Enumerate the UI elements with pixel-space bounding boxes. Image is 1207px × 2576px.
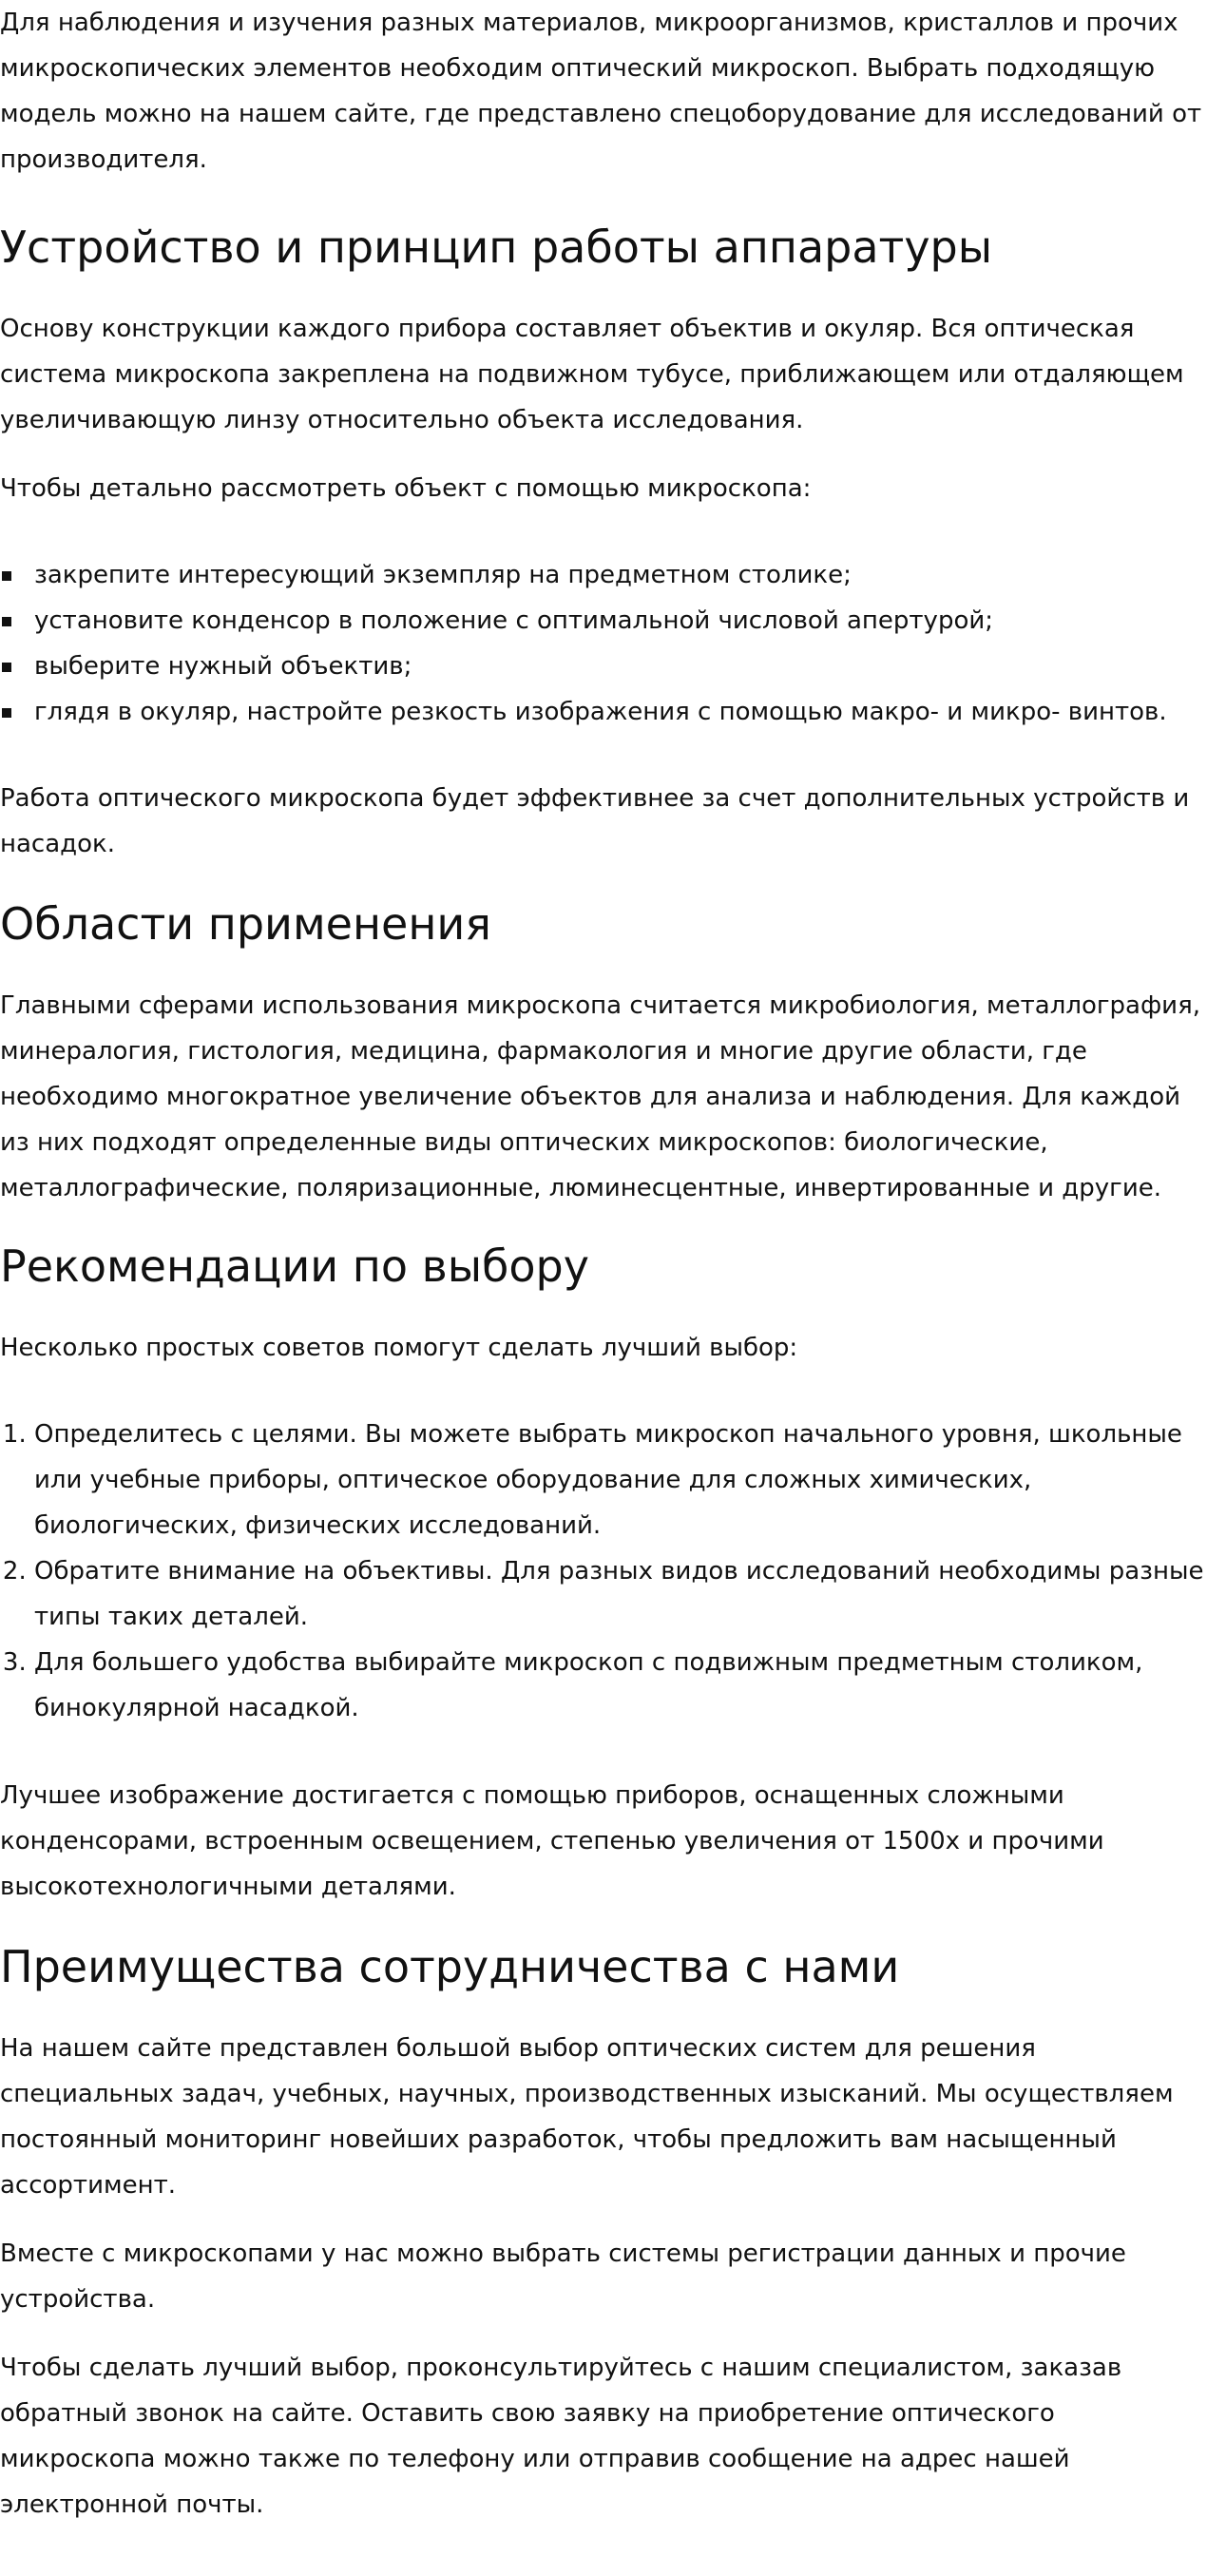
heading-recommendations: Рекомендации по выбору	[0, 1240, 589, 1292]
list-item: установите конденсор в положение с оптимальной числовой апертурой;	[34, 598, 1207, 644]
heading-advantages: Преимущества сотрудничества с нами	[0, 1941, 900, 1992]
device-paragraph-2: Чтобы детально рассмотреть объект с помощью микроскопа:	[0, 474, 812, 503]
list-item: глядя в окуляр, настройте резкость изображения с помощью макро- и микро- винтов.	[34, 689, 1207, 735]
list-item: закрепите интересующий экземпляр на предметном столике;	[34, 552, 1207, 598]
advantages-paragraph-2: Вместе с микроскопами у нас можно выбрать системы регистрации данных и прочие устройства.	[0, 2240, 1126, 2314]
list-item: 2. Обратите внимание на объективы. Для разных видов исследований необходимы разные типы таких деталей.	[34, 1548, 1207, 1640]
intro-paragraph: Для наблюдения и изучения разных материалов, микроорганизмов, кристаллов и прочих микроскопических элементов необходим оптический микроскоп. Выбрать подходящую модель можно на нашем сайте, где представлено спецоборудование для исследований от производителя.	[0, 9, 1202, 174]
areas-paragraph: Главными сферами использования микроскопа считается микробиология, металлография, минералогия, гистология, медицина, фармакология и многие другие области, где необходимо многократное увеличение объектов для анализа и наблюдения. Для каждой из них подходят определенные виды оптических микроскопов: биологические, металлографические, поляризационные, люминесцентные, инвертированные и другие.	[0, 991, 1200, 1202]
tips-list	[0, 1412, 1207, 1731]
recommendations-paragraph-1: Несколько простых советов помогут сделать лучший выбор:	[0, 1334, 798, 1362]
advantages-paragraph-1: На нашем сайте представлен большой выбор оптических систем для решения специальных задач, учебных, научных, производственных изысканий. Мы осуществляем постоянный мониторинг новейших разработок, чтобы предложить вам насыщенный ассортимент.	[0, 2034, 1174, 2200]
advantages-paragraph-3: Чтобы сделать лучший выбор, проконсультируйтесь с нашим специалистом, заказав обратный звонок на сайте. Оставить свою заявку на приобретение оптического микроскопа можно также по телефону или отправив сообщение на адрес нашей электронной почты.	[0, 2354, 1122, 2519]
heading-device: Устройство и принцип работы аппаратуры	[0, 221, 993, 273]
recommendations-paragraph-2: Лучшее изображение достигается с помощью приборов, оснащенных сложными конденсорами, встроенным освещением, степенью увеличения от 1500х и прочими высокотехнологичными деталями.	[0, 1781, 1104, 1901]
list-item: 1. Определитесь с целями. Вы можете выбрать микроскоп начального уровня, школьные или учебные приборы, оптическое оборудование для сложных химических, биологических, физических исследований.	[34, 1412, 1207, 1548]
device-paragraph-1: Основу конструкции каждого прибора составляет объектив и окуляр. Вся оптическая система микроскопа закреплена на подвижном тубусе, приближающем или отдаляющем увеличивающую линзу относительно объекта исследования.	[0, 315, 1184, 434]
device-paragraph-3: Работа оптического микроскопа будет эффективнее за счет дополнительных устройств и насадок.	[0, 784, 1190, 858]
heading-areas: Области применения	[0, 898, 491, 950]
steps-list	[0, 552, 1207, 735]
list-item: выберите нужный объектив;	[34, 644, 1207, 689]
list-item: 3. Для большего удобства выбирайте микроскоп с подвижным предметным столиком, бинокулярной насадкой.	[34, 1640, 1207, 1731]
